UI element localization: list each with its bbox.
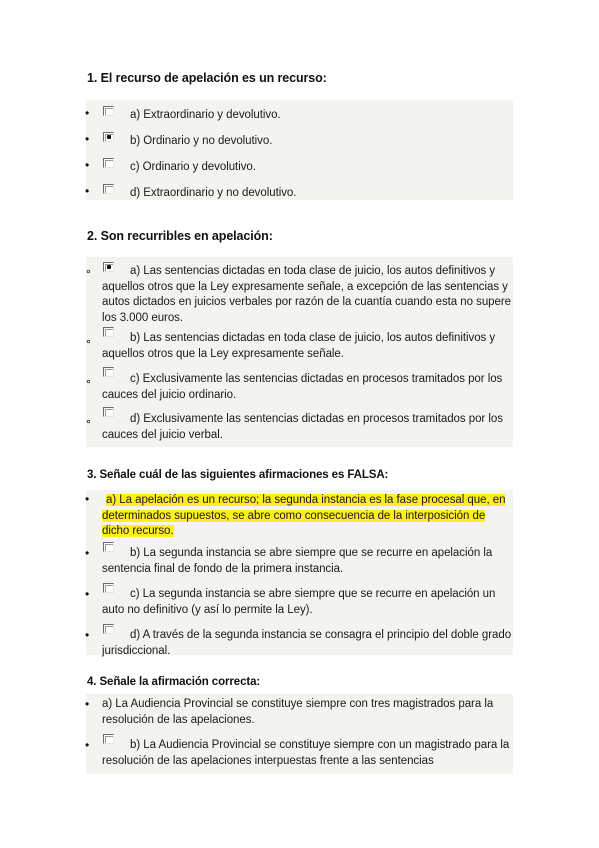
option-text: b) Las sentencias dictadas en toda clase de juicio, los autos definitivos y aquellos otros que la Ley expresamente señale.	[102, 332, 496, 360]
question-2-title: 2. Son recurribles en apelación:	[87, 229, 273, 243]
option-1a[interactable]	[86, 106, 513, 126]
circle-bullet-icon: ∘	[85, 336, 92, 348]
option-3a[interactable]	[86, 492, 513, 540]
option-2d[interactable]	[86, 407, 513, 443]
option-text: c) Exclusivamente las sentencias dictadas en procesos tramitados por los cauces del juicio ordinario.	[102, 373, 503, 401]
bullet-icon: •	[85, 738, 90, 752]
option-3c[interactable]	[86, 583, 513, 619]
option-text: b) La segunda instancia se abre siempre que se recurre en apelación la sentencia final de fondo de la primera instancia.	[102, 547, 493, 575]
option-text: a) Extraordinario y devolutivo.	[130, 109, 281, 121]
bullet-icon: •	[85, 546, 90, 560]
bullet-icon: •	[85, 132, 90, 146]
circle-bullet-icon: ∘	[85, 416, 92, 428]
question-2-options	[86, 257, 513, 447]
option-2a[interactable]	[86, 262, 513, 326]
option-1c[interactable]	[86, 158, 513, 178]
option-text: d) A través de la segunda instancia se consagra el principio del doble grado jurisdiccional.	[102, 629, 512, 657]
option-text-highlighted: a) La apelación es un recurso; la segunda instancia es la fase procesal que, en determinados supuestos, se abre como consecuencia de la interposición de dicho recurso.	[102, 494, 506, 537]
option-4b[interactable]	[86, 734, 513, 770]
bullet-icon: •	[85, 697, 90, 711]
option-text: a) Las sentencias dictadas en toda clase de juicio, los autos definitivos y aquellos otros que la Ley expresamente señale, a excepción de las sentencias y autos dictados en juicios verbales por razón de la cuantía cuando esta no supere los 3.000 euros.	[102, 265, 511, 324]
question-3-title: 3. Señale cuál de las siguientes afirmaciones es FALSA:	[87, 469, 389, 481]
question-1-options	[86, 100, 513, 200]
bullet-icon: •	[85, 628, 90, 642]
option-text: b) Ordinario y no devolutivo.	[130, 135, 273, 147]
option-1b[interactable]	[86, 132, 513, 152]
question-4-title: 4. Señale la afirmación correcta:	[87, 676, 261, 688]
option-3d[interactable]	[86, 624, 513, 660]
question-4-options	[86, 694, 513, 774]
question-1-title: 1. El recurso de apelación es un recurso:	[87, 71, 327, 85]
option-text: d) Exclusivamente las sentencias dictadas en procesos tramitados por los cauces del juicio verbal.	[102, 413, 503, 441]
bullet-icon: •	[85, 106, 90, 120]
option-1d[interactable]	[86, 184, 513, 204]
option-4a[interactable]	[86, 696, 513, 730]
question-3-options	[86, 490, 513, 655]
option-text: a) La Audiencia Provincial se constituye siempre con tres magistrados para la resolución de las apelaciones.	[102, 698, 494, 726]
circle-bullet-icon: ∘	[85, 376, 92, 388]
option-text: c) La segunda instancia se abre siempre que se recurre en apelación un auto no definitivo (y así lo permite la Ley).	[102, 588, 496, 616]
bullet-icon: •	[85, 158, 90, 172]
bullet-icon: •	[85, 492, 90, 506]
option-3b[interactable]	[86, 542, 513, 578]
circle-bullet-icon: ∘	[85, 266, 92, 278]
option-text: b) La Audiencia Provincial se constituye siempre con un magistrado para la resolución de las apelaciones interpuestas frente a las sentencias	[102, 739, 510, 767]
option-2c[interactable]	[86, 367, 513, 403]
option-text: c) Ordinario y devolutivo.	[130, 161, 256, 173]
bullet-icon: •	[85, 587, 90, 601]
bullet-icon: •	[85, 184, 90, 198]
option-2b[interactable]	[86, 327, 513, 363]
option-text: d) Extraordinario y no devolutivo.	[130, 187, 297, 199]
